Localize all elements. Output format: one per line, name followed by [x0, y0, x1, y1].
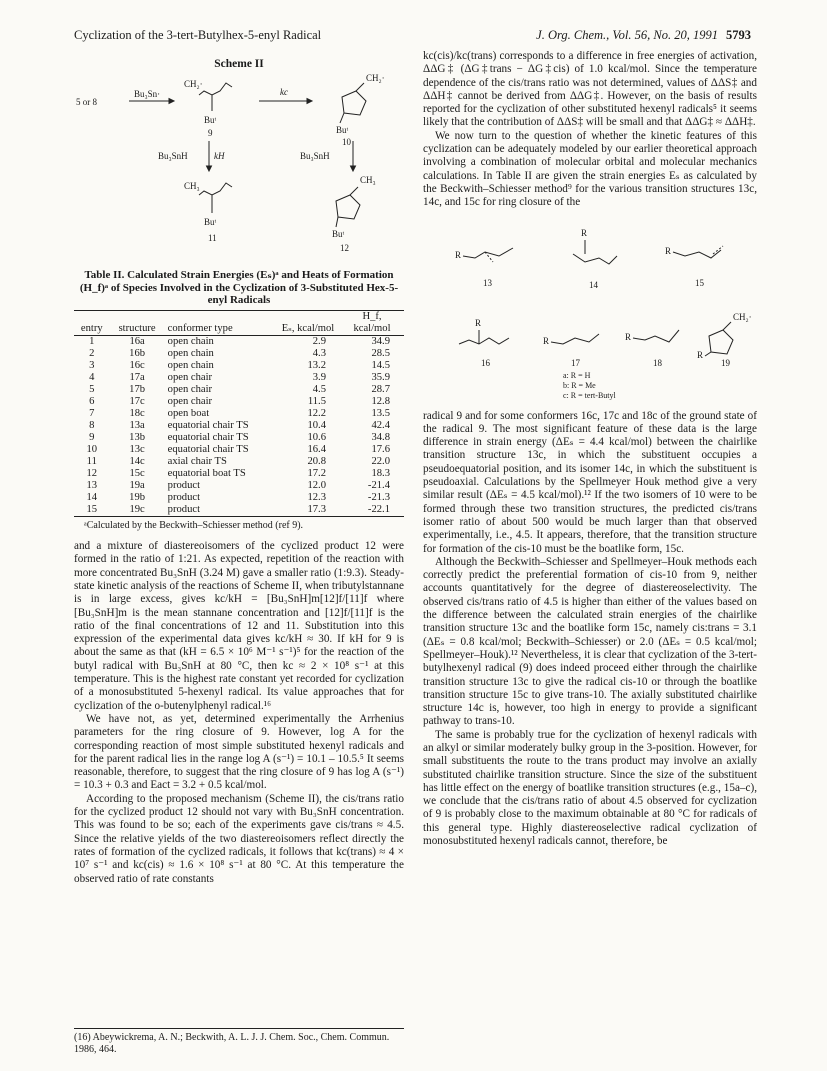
- cell-hf: 35.9: [371, 371, 390, 383]
- cell-entry: 14: [86, 491, 98, 503]
- cell-entry: 2: [89, 347, 95, 359]
- cell-structure: 16a: [129, 335, 145, 347]
- table-row: [74, 348, 404, 360]
- strain-energy-table: [74, 310, 404, 517]
- cell-conformer: equatorial boat TS: [167, 467, 246, 479]
- scheme-ii: [74, 73, 404, 263]
- r-label-19: R: [697, 349, 704, 360]
- cell-entry: 4: [89, 371, 95, 383]
- header-journal: [536, 28, 751, 43]
- but-label-10: Buᵗ: [336, 125, 349, 136]
- cell-conformer: open chain: [167, 335, 214, 347]
- cell-entry: 10: [86, 443, 98, 455]
- but-label-12: Buᵗ: [332, 229, 345, 240]
- cell-hf: 28.5: [371, 347, 390, 359]
- table-footnote: ᵃCalculated by the Beckwith–Schiesser method (ref 9).: [84, 519, 304, 531]
- cell-conformer: equatorial chair TS: [167, 443, 249, 455]
- table-row: [74, 360, 404, 372]
- r-label-13: R: [455, 249, 462, 260]
- kc-label: kc: [280, 87, 288, 98]
- table-header-row: [74, 310, 404, 335]
- table-row: [74, 420, 404, 432]
- table-caption: Table II. Calculated Strain Energies (Eₛ)ᵃ and Heats of Formation (H_f)ᵃ of Species Involved in the Cyclization of 3-Substituted Hex-5-enyl Radicals: [79, 269, 399, 307]
- cell-structure: 18c: [129, 407, 145, 419]
- compound-10: 10: [342, 137, 351, 148]
- ch3-label-12: CH₃: [360, 175, 376, 186]
- cell-hf: 18.3: [371, 467, 390, 479]
- structure-14: 14: [589, 279, 598, 290]
- cell-structure: 17a: [129, 371, 145, 383]
- right-column: [423, 50, 757, 848]
- cell-es: 10.4: [307, 419, 326, 431]
- cell-structure: 19a: [129, 479, 145, 491]
- cell-es: 16.4: [307, 443, 326, 455]
- cell-structure: 19c: [129, 503, 145, 515]
- journal-citation: J. Org. Chem., Vol. 56, No. 20, 1991: [536, 28, 718, 42]
- structure-19: 19: [721, 357, 730, 368]
- cell-es: 3.9: [312, 371, 326, 383]
- col-conformer: conformer type: [167, 322, 233, 334]
- structure-18: 18: [653, 357, 662, 368]
- cell-entry: 5: [89, 383, 95, 395]
- bu3snh-right: Bu₃SnH: [300, 151, 330, 162]
- reagent-bu3sn: Bu₃Sn·: [134, 89, 161, 100]
- r-label-14: R: [581, 227, 588, 238]
- but-label-11: Buᵗ: [204, 217, 217, 228]
- cell-structure: 15c: [129, 467, 145, 479]
- r-label-16: R: [475, 317, 482, 328]
- cell-conformer: open chain: [167, 359, 214, 371]
- scheme-diagram: [74, 73, 404, 263]
- cell-es: 11.5: [307, 395, 326, 407]
- col-structure: structure: [118, 322, 156, 334]
- cell-es: 20.8: [307, 455, 326, 467]
- cell-hf: -21.4: [367, 479, 390, 491]
- cell-structure: 17b: [129, 383, 146, 395]
- structure-15: 15: [695, 277, 704, 288]
- table-row: [74, 384, 404, 396]
- table-row: [74, 335, 404, 348]
- scheme-start: 5 or 8: [76, 97, 97, 108]
- cell-conformer: axial chair TS: [167, 455, 227, 467]
- cell-es: 12.0: [307, 479, 326, 491]
- legend-a: a: R = H: [563, 370, 591, 380]
- table-body: [74, 335, 404, 516]
- cell-conformer: equatorial chair TS: [167, 431, 249, 443]
- header-title: Cyclization of the 3-tert-Butylhex-5-enyl Radical: [74, 28, 322, 42]
- cell-hf: 42.4: [371, 419, 390, 431]
- compound-9: 9: [208, 128, 213, 139]
- cell-entry: 9: [89, 431, 95, 443]
- compound-11: 11: [208, 233, 217, 244]
- r-label-17: R: [543, 335, 550, 346]
- cell-entry: 12: [86, 467, 98, 479]
- table-row: [74, 456, 404, 468]
- left-column: [74, 50, 404, 886]
- cell-conformer: open chair: [167, 395, 213, 407]
- r-label-15: R: [665, 245, 672, 256]
- cell-hf: 34.9: [371, 335, 390, 347]
- cell-entry: 3: [89, 359, 95, 371]
- structures-diagram: [423, 216, 757, 406]
- table-row: [74, 432, 404, 444]
- right-paragraph-2: We now turn to the question of whether the kinetic features of this cyclization can be adequately modeled by our earlier theoretical approach involving a combination of molecular orbital and molecular mechanics calculations. In Table II are given the strain energies Eₛ as calculated by the Beckwith–Schiesser method⁹ for the various transition structures 13c, 14c, and 15c for ring closure of the: [423, 129, 757, 209]
- cell-conformer: product: [167, 479, 201, 491]
- cell-structure: 13b: [129, 431, 146, 443]
- cell-structure: 13c: [129, 443, 145, 455]
- scheme-title: Scheme II: [214, 58, 264, 70]
- cell-conformer: equatorial chair TS: [167, 419, 249, 431]
- table-row: [74, 372, 404, 384]
- structure-17: 17: [571, 357, 580, 368]
- cell-entry: 6: [89, 395, 95, 407]
- right-paragraph-3: radical 9 and for some conformers 16c, 17c and 18c of the ground state of the radical 9. The most significant feature of these data is the large difference in strain energy (ΔEₛ = 4.4 kcal/mol) between the chairlike transition structure 13c, in which the substituent occupies a pseudoequatorial position, and its isomer 14c, in which the substituent is pseudoaxial. Calculations by the Spellmeyer Houk method give a very similar result (ΔEₛ = 4.5 kcal/mol).¹² If the two isomers of 10 were to be formed through these two transition structures, the predicted cis/trans isomer ratio of about 500 would be much larger than that observed experimentally, i.e., 4.5. It appears, therefore, that the transition structure for formation of the cis-10 must be the boatlike form, 15c.: [423, 409, 757, 555]
- cell-hf: 13.5: [371, 407, 390, 419]
- cell-entry: 13: [86, 479, 98, 491]
- cell-entry: 11: [86, 455, 97, 467]
- cell-entry: 15: [86, 503, 98, 515]
- cell-structure: 16c: [129, 359, 145, 371]
- cell-es: 2.9: [312, 335, 326, 347]
- table-row: [74, 492, 404, 504]
- page-number: 5793: [726, 28, 751, 42]
- cell-es: 13.2: [307, 359, 326, 371]
- legend-c: c: R = tert-Butyl: [563, 390, 616, 400]
- right-paragraph-4: Although the Beckwith–Schiesser and Spellmeyer–Houk methods each correctly predict the preferential formation of cis-10 from 9, neither accounts quantitatively for the degree of diastereoselectivity. The observed cis/trans ratio of 4.5 is higher than either of the values based on the difference between the calculated strain energies of the chairlike transition structure 13c and the boatlike form 15c, namely cis:trans = 3.1 (ΔEₛ = 0.8 kcal/mol; Beckwith–Schiesser) or 2.0 (ΔEₛ = 0.5 kcal/mol; Spellmeyer–Houk).¹² Nevertheless, it is clear that cyclization of the 3-tert-butylhexenyl radical (9) does indeed proceed either through the chairlike transition structure 13c to give the radical cis-10 or through the boatlike transition structure 15c to give trans-10. The axially substituted chairlike structure 14c is, however, too high in energy to provide a significant pathway to trans-10.: [423, 555, 757, 728]
- r-label-18: R: [625, 331, 632, 342]
- cell-hf: -21.3: [367, 491, 390, 503]
- ch2-label-19: CH₂·: [733, 311, 752, 322]
- cell-structure: 16b: [129, 347, 146, 359]
- footnote-16: (16) Abeywickrema, A. N.; Beckwith, A. L. J. J. Chem. Soc., Chem. Commun. 1986, 464.: [74, 1028, 404, 1056]
- cell-conformer: open chair: [167, 371, 213, 383]
- kh-label: kH: [214, 151, 225, 162]
- running-header: [74, 28, 751, 44]
- bu3snh-left: Bu₃SnH: [158, 151, 188, 162]
- cell-hf: 12.8: [371, 395, 390, 407]
- ch2-label-10: CH₂·: [366, 73, 385, 84]
- table-row: [74, 468, 404, 480]
- compound-12: 12: [340, 243, 349, 254]
- cell-es: 12.2: [307, 407, 326, 419]
- cell-structure: 19b: [129, 491, 146, 503]
- cell-structure: 17c: [129, 395, 145, 407]
- cell-hf: 22.0: [371, 455, 390, 467]
- transition-structures-figure: [423, 216, 757, 406]
- legend-b: b: R = Me: [563, 380, 596, 390]
- cell-conformer: product: [167, 491, 201, 503]
- cell-hf: 28.7: [371, 383, 390, 395]
- cell-entry: 8: [89, 419, 95, 431]
- right-paragraph-5: The same is probably true for the cyclization of hexenyl radicals with an alkyl or similar moderately bulky group in the 3-position. However, for small substituents the route to the trans product may involve an axially substituted chairlike transition structure. Since the size of the substituent has little effect on the energy of boatlike transition structures (e.g., 15a–c), we conclude that the cis/trans ratio of about 4.5 observed for cyclization of 9 is probably close to the maximum obtainable at 80 °C for radicals of this general type. Highly diastereoselective radical cyclization of monosubstituted hexenyl radicals cannot, therefore, be: [423, 728, 757, 848]
- cell-hf: 34.8: [371, 431, 390, 443]
- cell-conformer: product: [167, 503, 201, 515]
- cell-conformer: open chain: [167, 347, 214, 359]
- cell-es: 4.3: [312, 347, 326, 359]
- col-entry: entry: [80, 322, 103, 334]
- cell-conformer: open boat: [167, 407, 210, 419]
- cell-entry: 1: [89, 335, 95, 347]
- structure-13: 13: [483, 277, 492, 288]
- cell-es: 10.6: [307, 431, 326, 443]
- col-hf: H_f, kcal/mol: [353, 310, 391, 334]
- cell-conformer: open chair: [167, 383, 213, 395]
- cell-entry: 7: [89, 407, 95, 419]
- cell-hf: 14.5: [371, 359, 390, 371]
- left-paragraph-3: According to the proposed mechanism (Scheme II), the cis/trans ratio for the cyclized product 12 should not vary with Bu₃SnH concentration. This was found to be so; each of the experiments gave cis/trans ≈ 4.5. Since the relative yields of the two diastereoisomers reflect directly the rates of formation of the cyclized radicals, it follows that kc(trans) ≈ 4 × 10⁷ s⁻¹ and kc(cis) ≈ 1.6 × 10⁸ s⁻¹ at 80 °C. At this temperature the observed ratio of rate constants: [74, 792, 404, 885]
- cell-es: 12.3: [307, 491, 326, 503]
- table-row: [74, 396, 404, 408]
- cell-structure: 14c: [129, 455, 145, 467]
- cell-hf: 17.6: [371, 443, 390, 455]
- table-row: [74, 408, 404, 420]
- table-row: [74, 444, 404, 456]
- table-row: [74, 480, 404, 492]
- cell-es: 4.5: [312, 383, 326, 395]
- right-paragraph-1: kc(cis)/kc(trans) corresponds to a difference in free energies of activation, ΔΔG‡ (ΔG‡trans − ΔG‡cis) of 1.0 kcal/mol. Since the temperature dependence of the cis/trans ratio was not determined, values of ΔΔS‡ and ΔΔH‡ cannot be derived from ΔΔG‡. However, on the basis of results reported for the cyclization of other substituted hexenyl radicals⁵ it seems likely that the contribution of ΔΔS‡ will be small and that ΔΔG‡ ≈ ΔΔH‡.: [423, 50, 757, 129]
- cell-structure: 13a: [129, 419, 145, 431]
- ch3-label-11: CH₃: [184, 181, 200, 192]
- col-es: Eₛ, kcal/mol: [281, 322, 335, 334]
- left-paragraph-2: We have not, as yet, determined experimentally the Arrhenius parameters for the ring closure of 9. However, log A for the corresponding reaction of most simple substituted hexenyl radicals and for the parent radical lies in the range log A (s⁻¹) = 10.1 – 10.5.⁵ It seems reasonable, therefore, to suggest that the ring closure of 9 has log A (s⁻¹) = 10.3 + 0.3 and Eact = 3.2 + 0.5 kcal/mol.: [74, 712, 404, 792]
- cell-hf: -22.1: [367, 503, 390, 515]
- structure-16: 16: [481, 357, 490, 368]
- cell-es: 17.2: [307, 467, 326, 479]
- cell-es: 17.3: [307, 503, 326, 515]
- ch2-label-9: CH₂·: [184, 79, 203, 90]
- left-paragraph-1: and a mixture of diastereoisomers of the cyclized product 12 were formed in the ratio of 1:21. As expected, repetition of the reaction with more concentrated Bu₃SnH (3.24 M) gave a smaller ratio (1:9.3). Steady-state kinetic analysis of the reactions of Scheme II, when tributylstannane is in large excess, gives kc/kH = [Bu₃SnH]m[12]f/[11]f where [Bu₃SnH]m is the mean stannane concentration and [12]f/[11]f is the ratio of the final concentrations of 12 and 11. Substitution into this expression of the experimental data gives kc/kH ≈ 30. If kH for 9 is about the same as that (kH = 6.5 × 10⁶ M⁻¹ s⁻¹)⁵ for the reaction of the butyl radical with Bu₃SnH at 80 °C, then kc ≈ 2 × 10⁸ s⁻¹ at this temperature. This is the highest rate constant yet recorded for cyclization of a monosubstituted 5-hexenyl radical. Its value approaches that for cyclization of the o-butenylphenyl radical.¹⁶: [74, 540, 404, 712]
- but-label-9: Buᵗ: [204, 115, 217, 126]
- table-row: [74, 504, 404, 517]
